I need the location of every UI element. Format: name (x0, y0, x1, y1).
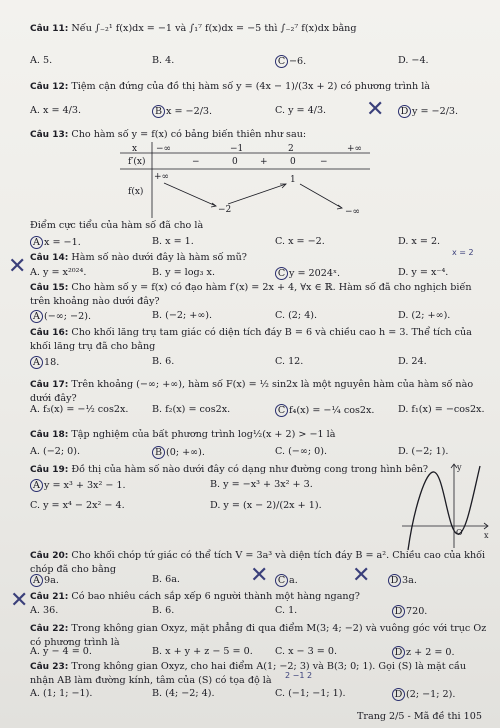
option-a[interactable]: A. x = 4/3. (30, 105, 82, 116)
answer-circle-mark: C (275, 574, 288, 587)
question-19-options-row1 (30, 479, 390, 493)
question-22-options (30, 646, 492, 660)
answer-circle-mark: C (275, 55, 288, 68)
cross-mark-icon: ✕ (366, 97, 385, 122)
question-16: Câu 16: Cho khối lăng trụ tam giác có diện tích đáy B = 6 và chiều cao h = 3. Thể tích của khối lăng trụ đã cho bằng (30, 327, 472, 352)
option-a[interactable]: A. f₃(x) = −½ cos2x. (30, 404, 129, 415)
option-a[interactable]: A x = −1. (30, 236, 81, 249)
question-17: Câu 17: Trên khoảng (−∞; +∞), hàm số F(x) = ½ sin2x là một nguyên hàm của hàm số nào dưới đây? (30, 379, 474, 404)
function-graph (398, 460, 493, 552)
page-footer: Trang 2/5 - Mã đề thi 105 (356, 711, 482, 722)
f-value: 1 (290, 175, 296, 185)
option-c[interactable]: C. x − 3 = 0. (275, 646, 338, 657)
question-15: Câu 15: Cho hàm số y = f(x) có đạo hàm f′(x) = 2x + 4, ∀x ∈ ℝ. Hàm số đã cho nghịch biến trên khoảng nào dưới đây? (30, 282, 472, 307)
option-c[interactable]: C. x = −2. (275, 236, 325, 247)
option-d[interactable]: D 720. (392, 605, 427, 618)
option-c[interactable]: C. (2; 4). (275, 310, 318, 321)
cross-mark-icon: ✕ (250, 563, 269, 588)
answer-circle-mark: B (152, 446, 165, 459)
question-text: Nếu ∫₋₂¹ f(x)dx = −1 và ∫₁⁷ f(x)dx = −5 thì ∫₋₂⁷ f(x)dx bằng (71, 23, 357, 34)
f-value: −∞ (345, 207, 361, 217)
handwritten-note: x = 2 (452, 248, 474, 257)
question-18: Câu 18: Tập nghiệm của bất phương trình log½(x + 2) > −1 là (30, 429, 336, 440)
option-b[interactable]: B. (4; −2; 4). (152, 688, 215, 699)
question-label: Câu 11: (30, 24, 69, 34)
answer-circle-mark: A (30, 356, 43, 369)
option-a[interactable]: A y = x³ + 3x² − 1. (30, 479, 126, 492)
fprime-zero: 0 (232, 157, 238, 167)
origin-label: O (456, 528, 463, 537)
row-header-f: f(x) (128, 187, 144, 197)
option-b[interactable]: B. 6a. (152, 574, 180, 585)
row-header-x: x (132, 144, 138, 154)
option-c[interactable]: C. (−∞; 0). (275, 446, 328, 457)
option-c[interactable]: C. y = 4/3. (275, 105, 327, 116)
question-23: Câu 23: Trong không gian Oxyz, cho hai điểm A(1; −2; 3) và B(3; 0; 1). Gọi (S) là mặt cầu nhận AB làm đường kính, tâm của (S) có tọa độ là (30, 661, 467, 686)
option-d[interactable]: D. y = x⁻⁴. (398, 267, 449, 278)
question-11-options (30, 55, 492, 69)
question-18-options (30, 446, 492, 460)
option-a[interactable]: A 18. (30, 356, 59, 369)
question-21: Câu 21: Có bao nhiêu cách sắp xếp 6 người thành một hàng ngang? (30, 591, 360, 602)
answer-circle-mark: A (30, 236, 43, 249)
answer-circle-mark: D (392, 605, 405, 618)
question-12-options (30, 105, 492, 119)
answer-circle-mark: D (388, 574, 401, 587)
option-d[interactable]: D. 24. (398, 356, 427, 367)
option-c[interactable]: C. y = x⁴ − 2x² − 4. (30, 500, 125, 511)
option-a[interactable]: A 9a. (30, 574, 59, 587)
answer-circle-mark: D (392, 688, 405, 701)
fprime-zero: 0 (290, 157, 296, 167)
answer-circle-mark: D (398, 105, 411, 118)
option-b[interactable]: B. x + y + z − 5 = 0. (152, 646, 253, 657)
option-a[interactable]: A. y = x²⁰²⁴. (30, 267, 87, 278)
question-12: Câu 12: Tiệm cận đứng của đồ thị hàm số y = (4x − 1)/(3x + 2) có phương trình là (30, 81, 431, 92)
option-d[interactable]: D. (2; +∞). (398, 310, 451, 321)
handwritten-note: 2 −1 2 (285, 671, 313, 680)
x-value: 2 (288, 144, 294, 154)
question-17-options (30, 404, 492, 418)
question-19: Câu 19: Đồ thị của hàm số nào dưới đây có dạng như đường cong trong hình bên? (30, 464, 429, 475)
question-14: Câu 14: Hàm số nào dưới đây là hàm số mũ? (30, 252, 247, 263)
question-20: Câu 20: Cho khối chóp tứ giác có thể tích V = 3a³ và diện tích đáy B = a². Chiều cao của khối chóp đã cho bằng (30, 550, 486, 575)
question-21-options (30, 605, 492, 619)
option-b[interactable]: B. 6. (152, 356, 175, 367)
option-a[interactable]: A. y − 4 = 0. (30, 646, 92, 657)
option-b[interactable]: B. f₂(x) = cos2x. (152, 404, 231, 415)
question-23-options (30, 688, 492, 702)
question-15-options (30, 310, 492, 324)
option-b[interactable]: B. 6. (152, 605, 175, 616)
answer-circle-mark: D (392, 646, 405, 659)
sign: + (260, 157, 268, 167)
option-d[interactable]: D. x = 2. (398, 236, 441, 247)
question-14-options (30, 267, 492, 281)
answer-circle-mark: A (30, 574, 43, 587)
question-19-options-row2 (30, 500, 390, 514)
answer-circle-mark: A (30, 310, 43, 323)
question-22: Câu 22: Trong không gian Oxyz, mặt phẳng đi qua điểm M(3; 4; −2) và vuông góc với trục Oz có phương trình là (30, 623, 487, 648)
option-c[interactable]: C y = 2024ˣ. (275, 267, 340, 280)
question-13: Câu 13: Cho hàm số y = f(x) có bảng biến thiên như sau: (30, 129, 307, 140)
option-b[interactable]: B. (−2; +∞). (152, 310, 213, 321)
row-header-fprime: f′(x) (128, 157, 146, 167)
answer-circle-mark: C (275, 267, 288, 280)
option-c[interactable]: C −6. (275, 55, 306, 68)
option-d[interactable]: D. f₁(x) = −cos2x. (398, 404, 485, 415)
option-b[interactable]: B x = −2/3. (152, 105, 212, 118)
question-13-options (30, 236, 492, 250)
option-d[interactable]: D (2; −1; 2). (392, 688, 455, 701)
f-value: −2 (218, 205, 232, 215)
option-a[interactable]: A (−∞; −2). (30, 310, 91, 323)
cross-mark-icon: ✕ (352, 563, 371, 588)
x-value: −∞ (156, 144, 172, 154)
axis-label-y: y (457, 463, 462, 472)
option-d[interactable]: D y = −2/3. (398, 105, 458, 118)
option-a[interactable]: A. 5. (30, 55, 53, 66)
question-11 (30, 22, 492, 36)
answer-circle-mark: C (275, 404, 288, 417)
option-b[interactable]: B. y = −x³ + 3x² + 3. (210, 479, 313, 490)
option-a[interactable]: A. 36. (30, 605, 59, 616)
x-value: −1 (230, 144, 244, 154)
answer-circle-mark: B (152, 105, 165, 118)
option-d[interactable]: D. y = (x − 2)/(2x + 1). (210, 500, 322, 511)
option-d[interactable]: D z + 2 = 0. (392, 646, 455, 659)
option-b[interactable]: B (0; +∞). (152, 446, 205, 459)
option-d[interactable]: D. (−2; 1). (398, 446, 449, 457)
answer-circle-mark: A (30, 479, 43, 492)
option-c[interactable]: C f₄(x) = −¼ cos2x. (275, 404, 374, 417)
option-c[interactable]: C. (−1; −1; 1). (275, 688, 346, 699)
x-value: +∞ (347, 144, 363, 154)
variation-table (120, 142, 370, 218)
question-13-prompt: Điểm cực tiểu của hàm số đã cho là (30, 220, 204, 231)
option-a[interactable]: A. (−2; 0). (30, 446, 81, 457)
sign: − (320, 157, 328, 167)
f-value: +∞ (154, 172, 170, 182)
option-c[interactable]: C a. (275, 574, 298, 587)
option-c[interactable]: C. 12. (275, 356, 304, 367)
cross-mark-icon: ✕ (10, 588, 29, 613)
sign: − (192, 157, 200, 167)
cross-mark-icon: ✕ (8, 254, 27, 279)
option-b[interactable]: B. x = 1. (152, 236, 194, 247)
axis-label-x: x (484, 531, 489, 540)
option-c[interactable]: C. 1. (275, 605, 298, 616)
question-16-options (30, 356, 492, 370)
option-b[interactable]: B. y = log₃ x. (152, 267, 216, 278)
option-d[interactable]: D. −4. (398, 55, 429, 66)
option-b[interactable]: B. 4. (152, 55, 175, 66)
option-a[interactable]: A. (1; 1; −1). (30, 688, 93, 699)
option-d[interactable]: D 3a. (388, 574, 417, 587)
